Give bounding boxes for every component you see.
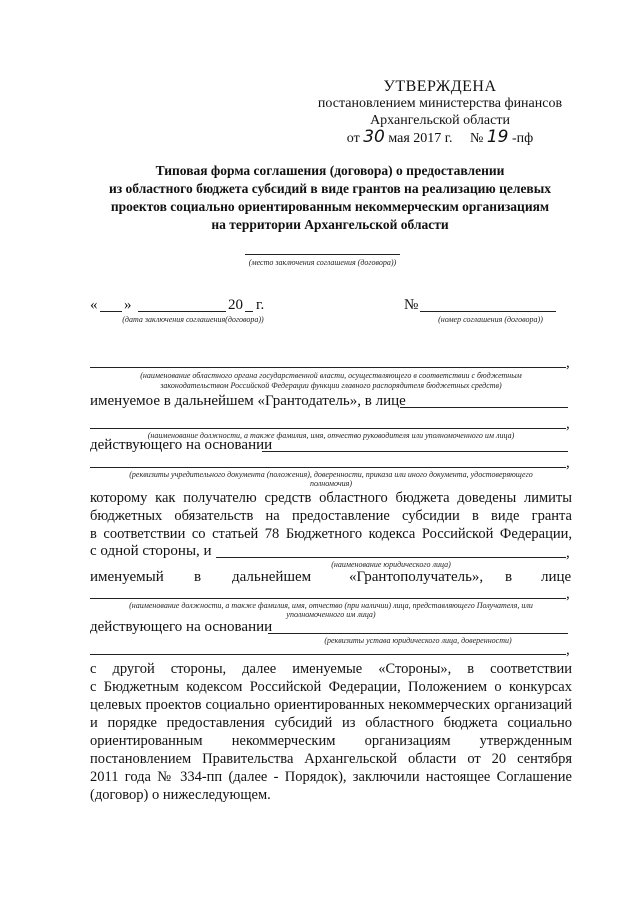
named-word-5: в	[505, 569, 513, 585]
docs-caption-2: полномочия)	[309, 479, 353, 488]
grantor-comma: ,	[566, 416, 570, 432]
named-word-4: «Грантополучатель»,	[349, 569, 484, 585]
grantor-official-field[interactable]	[400, 407, 568, 408]
authority-caption-2: законодательством Российской Федерации функции главного распорядителя бюджетных средств)	[160, 381, 502, 390]
year-suffix: г.	[256, 297, 265, 313]
approval-number: 19	[486, 127, 509, 147]
year-field[interactable]	[245, 311, 253, 312]
approval-date-line	[300, 129, 580, 147]
final-paragraph	[90, 660, 572, 804]
named-word-2: в	[194, 569, 202, 585]
limits-line-2: бюджетных обязательств на предоставление субсидии в виде гранта	[90, 508, 572, 524]
document-title	[80, 162, 580, 234]
number-sign: №	[404, 297, 419, 313]
approval-date-prefix: от	[346, 131, 360, 146]
approval-month-year: мая 2017 г.	[388, 131, 453, 146]
legal-entity-comma: ,	[566, 545, 570, 561]
final-line-1: с другой стороны, далее именуемые «Стороны», в соответствии	[90, 661, 572, 677]
final-line-7: 2011 года № 334-пп (далее - Порядок), заключили настоящее Соглашение	[90, 769, 572, 785]
named-word-1: именуемый	[90, 569, 164, 585]
title-line-4: на территории Архангельской области	[211, 217, 449, 232]
authority-caption-1: (наименование областного органа государственной власти, осуществляющего в соответствии с бюджетным	[140, 371, 522, 380]
official-caption: (наименование должности, а также фамилия, имя, отчество руководителя или уполномоченного им лица)	[147, 431, 515, 440]
acting-basis-text-1: действующего на основании	[90, 437, 273, 453]
approval-block	[300, 78, 580, 147]
place-field[interactable]	[245, 254, 400, 255]
grantor-text: именуемое в дальнейшем «Грантодатель», в лице	[90, 393, 406, 409]
charter-comma: ,	[566, 642, 570, 658]
agreement-number-field[interactable]	[420, 311, 556, 312]
limits-line-3: в соответствии со статьей 78 Бюджетного кодекса Российской Федерации,	[90, 526, 572, 542]
acting-basis-field-1[interactable]	[262, 451, 568, 452]
approval-line-2: Архангельской области	[370, 113, 510, 128]
named-word-6: лице	[541, 569, 572, 585]
approval-day: 30	[363, 127, 385, 147]
title-line-1: Типовая форма соглашения (договора) о предоставлении	[155, 163, 505, 178]
acting-basis-text-2: действующего на основании	[90, 619, 273, 635]
authority-field[interactable]	[90, 367, 566, 368]
final-line-5: ориентированным некоммерческим организациям утвержденным	[90, 733, 572, 749]
limits-line-1: которому как получателю средств областного бюджета доведены лимиты	[90, 490, 572, 506]
place-caption: (место заключения соглашения (договора))	[248, 258, 397, 267]
approval-heading: УТВЕРЖДЕНА	[383, 78, 497, 95]
acting-basis-comma: ,	[566, 455, 570, 471]
named-word-3: дальнейшем	[232, 569, 312, 585]
legal-entity-caption: (наименование юридического лица)	[331, 560, 451, 569]
one-side-text: с одной стороны, и	[90, 543, 212, 559]
legal-entity-field[interactable]	[216, 557, 566, 558]
approval-line-1: постановлением министерства финансов	[317, 96, 563, 111]
authority-comma: ,	[566, 355, 570, 371]
day-field[interactable]	[100, 311, 122, 312]
limits-paragraph	[90, 489, 572, 543]
charter-field[interactable]	[268, 633, 568, 634]
number-caption: (номер соглашения (договора))	[438, 315, 543, 324]
recipient-rep-comma: ,	[566, 586, 570, 602]
grantor-official-field-2[interactable]	[90, 428, 566, 429]
final-line-2: с Бюджетным кодексом Российской Федерации, Положением о конкурсах	[90, 679, 572, 695]
date-open-quote: «	[90, 297, 98, 313]
docs-caption-1: (реквизиты учредительного документа (положения), доверенности, приказа или иного документа, удостоверяющего	[129, 470, 533, 479]
title-line-2: из областного бюджета субсидий в виде грантов на реализацию целевых	[108, 181, 552, 196]
charter-field-2[interactable]	[90, 654, 566, 655]
date-close-quote: »	[124, 297, 132, 313]
charter-caption: (реквизиты устава юридического лица, доверенности)	[324, 636, 512, 645]
final-line-8: (договор) о нижеследующем.	[90, 787, 271, 803]
final-line-3: целевых проектов социально ориентированных некоммерческих организаций	[90, 697, 572, 713]
date-caption: (дата заключения соглашения(договора))	[122, 315, 264, 324]
year-prefix: 20	[228, 297, 243, 313]
recipient-rep-caption-1: (наименование должности, а также фамилия, имя, отчество (при наличии) лица, представляющего Получателя, или	[129, 601, 533, 610]
final-line-6: постановлением Правительства Архангельской области от 20 сентября	[90, 751, 572, 767]
approval-number-sign: №	[469, 131, 484, 146]
title-line-3: проектов социально ориентированным некоммерческим организациям	[110, 199, 550, 214]
approval-number-suffix: -пф	[511, 131, 534, 146]
acting-basis-field-1b[interactable]	[90, 467, 566, 468]
final-line-4: и порядке предоставления субсидий из областного бюджета социально	[90, 715, 572, 731]
month-field[interactable]	[138, 311, 226, 312]
recipient-rep-field[interactable]	[90, 598, 566, 599]
recipient-rep-caption-2: уполномоченного им лица)	[286, 610, 376, 619]
